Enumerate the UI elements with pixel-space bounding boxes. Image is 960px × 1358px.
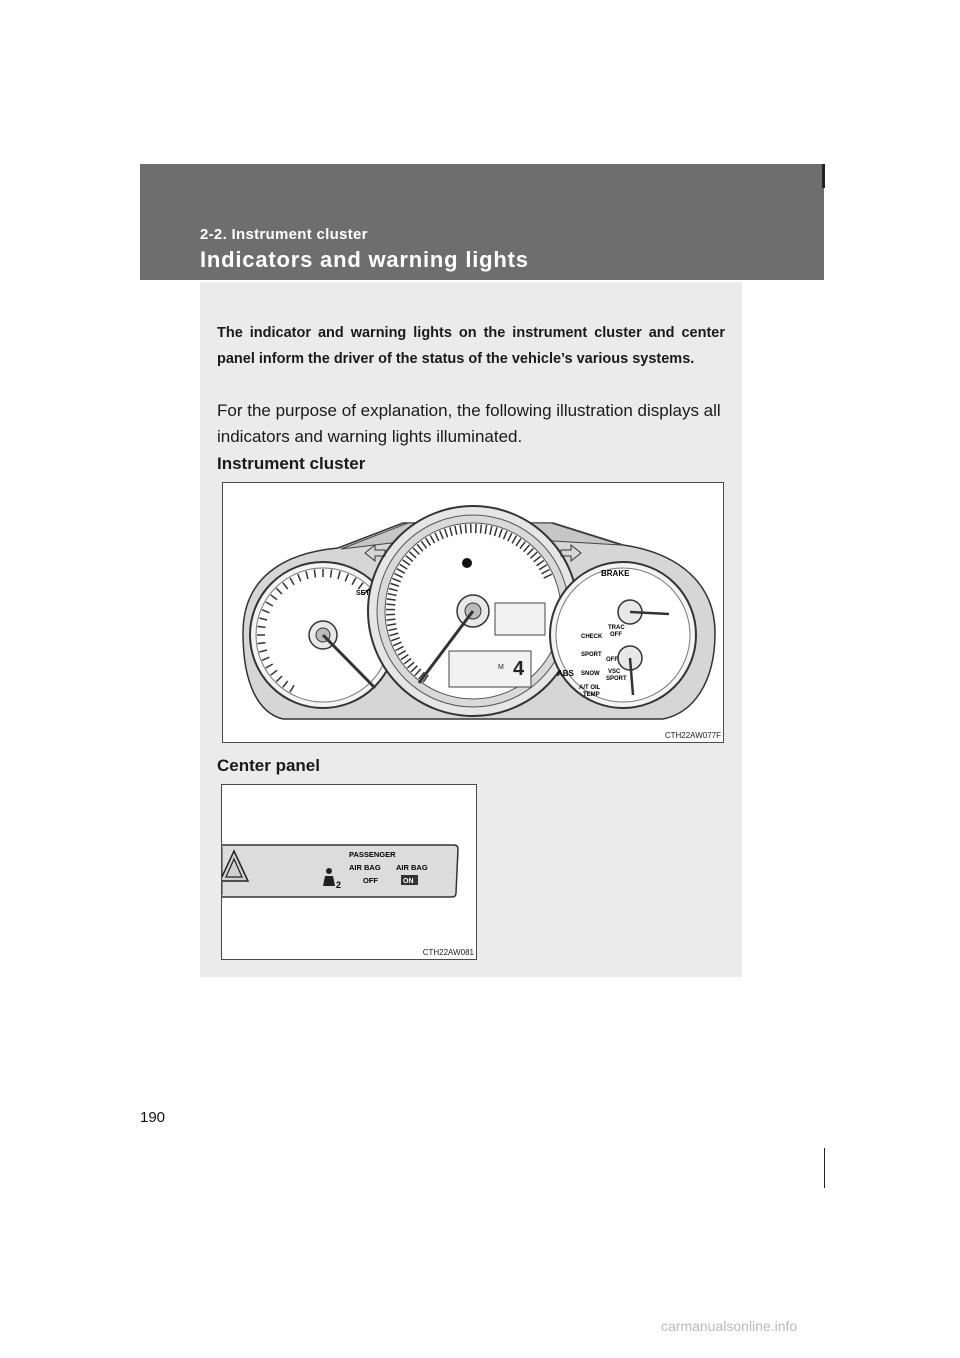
passenger-label: PASSENGER [349, 850, 396, 859]
instrument-cluster-illustration [223, 483, 723, 742]
label-check: CHECK [581, 634, 603, 640]
watermark: carmanualsonline.info [661, 1318, 798, 1334]
gauge-tick [331, 570, 332, 578]
center-panel-heading: Center panel [217, 756, 320, 775]
header-tick [822, 164, 825, 188]
label-trac-2: OFF [610, 632, 622, 638]
gauge-tick [386, 619, 395, 620]
label-atoil-2: TEMP [583, 692, 600, 698]
gauge-tick [258, 643, 266, 644]
center-panel-figure [221, 784, 477, 960]
cluster-figure-caption: CTH22AW077F [664, 731, 721, 740]
gauge-tick [465, 524, 466, 533]
page-title: Indicators and warning lights [200, 247, 529, 272]
gauge-tick [480, 524, 481, 533]
intro-bold-paragraph: The indicator and warning lights on the instrument cluster and center panel inform the driver of the status of the vehicle’s various systems. [217, 325, 725, 367]
gauge-tick [258, 626, 266, 627]
label-trac-1: TRAC [608, 625, 625, 631]
indicator-dot-icon [462, 558, 472, 568]
label-sport: SPORT [581, 652, 602, 658]
intro-paragraph: For the purpose of explanation, the following illustration displays all indicators and warning lights illuminated. [217, 401, 721, 446]
instrument-cluster-heading: Instrument cluster [217, 454, 366, 473]
label-atoil-1: A/T OIL [579, 685, 601, 691]
label-vsc-1: VSC [608, 669, 621, 675]
airbag-off-label: AIR BAG [349, 863, 381, 872]
seat-number: 2 [336, 880, 342, 890]
gauge-tick [386, 604, 395, 605]
center-figure-caption: CTH22AW081 [422, 948, 474, 957]
instrument-cluster-figure [222, 482, 724, 743]
label-brake: BRAKE [601, 569, 630, 578]
label-abs: ABS [557, 669, 574, 678]
margin-tick [824, 1148, 825, 1188]
gear-indicator: 4 [513, 658, 525, 680]
label-set: SET [356, 590, 370, 597]
gear-mode: M [498, 664, 504, 671]
airbag-on-label: AIR BAG [396, 863, 428, 872]
page-number: 190 [140, 1109, 166, 1126]
off-label: OFF [363, 876, 378, 885]
on-label: ON [403, 878, 414, 885]
section-label: 2-2. Instrument cluster [200, 226, 368, 243]
label-snow: SNOW [581, 671, 600, 677]
label-off: OFF [606, 657, 618, 663]
label-vsc-2: SPORT [606, 676, 627, 682]
center-panel-illustration [222, 785, 476, 959]
gauge-tick [314, 570, 315, 578]
